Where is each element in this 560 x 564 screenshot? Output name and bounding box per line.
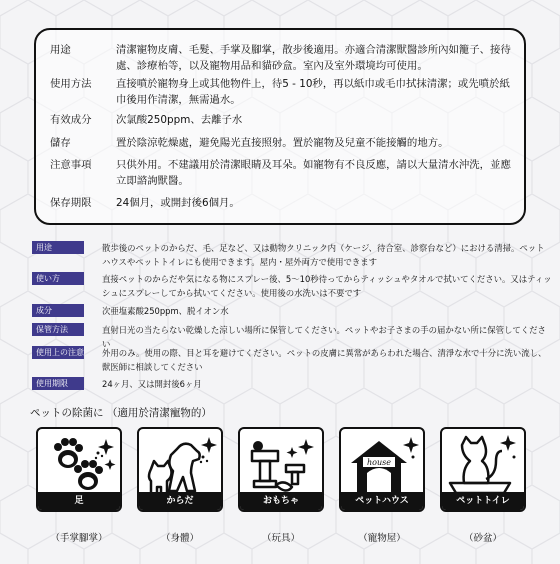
card-caption: （寵物屋） [358,533,406,544]
card-caption: （玩具） [261,533,300,544]
zh-label: 有效成分 [50,114,92,126]
card-frame [339,427,425,512]
card-body [137,427,223,544]
zh-label: 注意事項 [50,159,92,171]
zh-label: 使用方法 [50,78,92,90]
card-pet-house [339,427,425,544]
ja-tag: 保管方法 [32,323,84,336]
ja-value: 外用のみ。使用の際、目と耳を避けてください。ペットの皮膚に異常があらわれた場合、清淨な水で十分に洗い流し、獣医師に相談してください [102,348,547,372]
zh-value: 24個月，或開封後6個月。 [116,197,240,209]
dog-cat-icon [139,429,223,497]
zh-label: 用途 [50,44,71,56]
ja-tag: 使用上の注意 [32,346,84,359]
card-label: ペットトイレ [442,492,524,510]
toy-icon [240,429,324,497]
card-frame [440,427,526,512]
ja-tag: 使い方 [32,272,84,285]
ja-tag: 使用期限 [32,377,84,390]
card-pet-toilet [440,427,526,544]
card-frame [137,427,223,512]
section-title: ペットの除菌に （適用於清潔寵物的） [30,407,212,419]
card-label: ペットハウス [341,492,423,510]
zh-label: 保存期限 [50,197,92,209]
ja-value: 24ヶ月、又は開封後6ヶ月 [102,379,202,389]
card-label: 足 [38,492,120,510]
card-toys [238,427,324,544]
card-label: からだ [139,492,221,510]
zh-value: 只供外用。不建議用於清潔眼睛及耳朵。如寵物有不良反應，請以大量清水沖洗，並應立即諮詢獸醫。 [116,159,511,187]
card-paw [36,427,122,544]
litter-box-icon [442,429,526,497]
zh-label: 儲存 [50,137,71,149]
card-frame [36,427,122,512]
ja-value: 次亜塩素酸250ppm、脱イオン水 [102,306,229,316]
pet-house-icon [341,429,425,497]
ja-value: 散歩後のペットのからだ、毛、足など、又は動物クリニック内（ケージ、待合室、診察台など）における清掃。ペットハウスやペットトイレにも使用できます。屋内・屋外両方で使用できます [102,243,545,267]
zh-value: 置於陰涼乾燥處，避免陽光直接照射。置於寵物及兒童不能接觸的地方。 [116,137,449,149]
chinese-info-panel [34,28,526,225]
house-sign-text: house [367,458,391,467]
card-label: おもちゃ [240,492,322,510]
card-caption: （手掌腳掌） [50,533,108,544]
card-caption: （砂盆） [463,533,502,544]
card-frame [238,427,324,512]
ja-tag: 成分 [32,304,84,317]
zh-value: 清潔寵物皮膚、毛髮、手掌及腳掌，散步後適用。亦適合清潔獸醫診所內如籠子、接待處、診療枱等，以及寵物用品和貓砂盒。室內及室外環境均可使用。 [116,44,511,72]
card-caption: （身體） [160,533,199,544]
paw-icon [38,429,122,497]
ja-tag: 用途 [32,241,84,254]
ja-value: 直接ペットのからだや気になる物にスプレー後、5〜10秒待ってからティッシュやタオルで拭いてください。又はティッシュにスプレーしてから拭いてください。使用後の水洗いは不要です [102,274,552,298]
ja-value: 直射日光の当たらない乾燥した涼しい場所に保管してください。ペットやお子さまの手の届かない所に保管してください [102,325,546,349]
zh-value: 直接噴於寵物身上或其他物件上，待5 - 10秒，再以紙巾或毛巾拭抹清潔；或先噴於紙巾後用作清潔，無需過水。 [116,78,510,106]
zh-value: 次氯酸250ppm、去離子水 [116,114,243,126]
